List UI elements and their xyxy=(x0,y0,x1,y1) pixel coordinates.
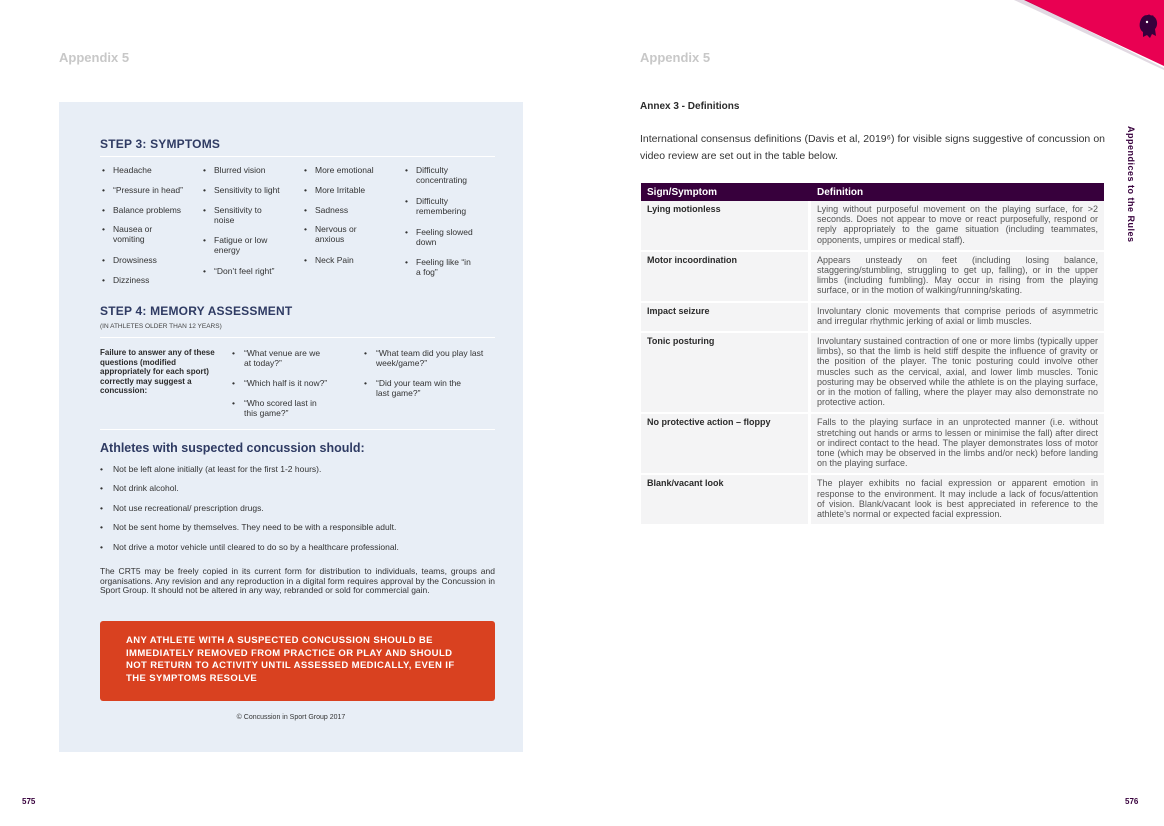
symptom-item: • Dizziness xyxy=(113,275,149,285)
symptom-item: • Balance problems xyxy=(113,205,181,215)
side-tab-label: Appendices to the Rules xyxy=(1126,126,1136,243)
sign-cell: Tonic posturing xyxy=(641,333,811,414)
table-row xyxy=(641,414,1104,475)
symptom-item: • Sensitivity to light xyxy=(214,185,280,195)
symptom-item: • Headache xyxy=(113,165,152,175)
question-item: • “What venue are we at today?” xyxy=(244,348,329,368)
divider xyxy=(100,156,495,157)
table-header-row xyxy=(641,183,1104,201)
definitions-table xyxy=(641,183,1104,526)
step4-subtitle: (IN ATHLETES OLDER THAN 12 YEARS) xyxy=(100,323,222,330)
crt5-notice: The CRT5 may be freely copied in its current form for distribution to individuals, teams, groups and organisations. Any revision and any reproduction in a digital form requires approval by the Concussion in Sport Group. It should not be altered in any way, rebranded or sold for commercial gain. xyxy=(100,566,495,596)
page-number-left: 575 xyxy=(22,797,36,806)
sign-cell: Lying motionless xyxy=(641,201,811,252)
symptom-item: • “Don’t feel right” xyxy=(214,266,274,276)
table-row xyxy=(641,303,1104,333)
question-item: • “Which half is it now?” xyxy=(244,378,327,388)
divider xyxy=(100,337,495,338)
symptom-item: • Nausea or vomiting xyxy=(113,224,183,244)
definition-cell: Appears unsteady on feet (including losing balance, staggering/stumbling, struggling to get up, falling), or in the upper limbs (including fumbling). May occur in rising from the playing surface, or in the motion of walking/running/skating. xyxy=(811,252,1104,303)
symptom-item: • “Pressure in head” xyxy=(113,185,183,195)
corner-decoration xyxy=(1014,0,1164,70)
definition-cell: The player exhibits no facial expression or apparent emotion in response to the environment. It may include a lack of focus/attention of vision. Blank/vacant look is best appreciated in reference to the athlete’s normal or expected facial expression. xyxy=(811,475,1104,526)
symptom-item: • Difficulty concentrating xyxy=(416,165,486,185)
table-row xyxy=(641,252,1104,303)
question-item: • “Did your team win the last game?” xyxy=(376,378,466,398)
page-number-right: 576 xyxy=(1125,797,1139,806)
sign-cell: Blank/vacant look xyxy=(641,475,811,526)
table-row xyxy=(641,201,1104,252)
table-row xyxy=(641,333,1104,414)
crt5-panel xyxy=(59,102,523,752)
symptom-item: • Sensitivity to noise xyxy=(214,205,274,225)
sign-cell: Impact seizure xyxy=(641,303,811,333)
athlete-advice-item: • Not use recreational/ prescription drugs. xyxy=(113,503,264,513)
step3-title: STEP 3: SYMPTOMS xyxy=(100,137,221,151)
copyright: © Concussion in Sport Group 2017 xyxy=(236,714,346,721)
question-item: • “What team did you play last week/game?” xyxy=(376,348,491,368)
symptom-item: • Feeling like “in a fog” xyxy=(416,257,476,277)
definition-cell: Lying without purposeful movement on the playing surface, for >2 seconds. Does not appear to move or react purposefully, respond or reply appropriately to the game situation (including teammates, opponents, umpires or medical staff). xyxy=(811,201,1104,252)
column-header: Definition xyxy=(811,183,1104,201)
symptom-item: • Blurred vision xyxy=(214,165,266,175)
intro-paragraph: International consensus definitions (Davis et al, 2019⁶) for visible signs suggestive of concussion on video review are set out in the table below. xyxy=(640,133,1105,162)
symptom-item: • More Irritable xyxy=(315,185,365,195)
annex-title: Annex 3 - Definitions xyxy=(640,101,740,112)
left-appendix-label: Appendix 5 xyxy=(59,50,130,65)
definition-cell: Falls to the playing surface in an unprotected manner (i.e. without stretching out hands or arms to lessen or minimise the fall) after direct or indirect contact to the head. The player demonstrates loss of motor tone (which may be observed in the limbs and/or neck) before landing on the playing surface. xyxy=(811,414,1104,475)
symptom-item: • Drowsiness xyxy=(113,255,157,265)
athlete-advice-item: • Not be sent home by themselves. They need to be with a responsible adult. xyxy=(113,522,396,532)
symptom-item: • Difficulty remembering xyxy=(416,196,486,216)
athlete-advice-item: • Not be left alone initially (at least for the first 1-2 hours). xyxy=(113,464,321,474)
athlete-advice-item: • Not drink alcohol. xyxy=(113,483,179,493)
symptom-item: • More emotional xyxy=(315,165,374,175)
athlete-advice-item: • Not drive a motor vehicle until cleared to do so by a healthcare professional. xyxy=(113,542,399,552)
right-appendix-label: Appendix 5 xyxy=(640,50,711,65)
symptom-item: • Fatigue or low energy xyxy=(214,235,274,255)
question-item: • “Who scored last in this game?” xyxy=(244,398,324,418)
definition-cell: Involuntary sustained contraction of one or more limbs (typically upper limbs), so that the limb is held stiff despite the influence of gravity or the position of the player. The tonic posturing could involve other muscles such as the cervical, axial, and lower limb muscles. Tonic posturing may be observed while the athlete is on the playing surface, or in the motion of falling, where the player may also demonstrate no protective action. xyxy=(811,333,1104,414)
column-header: Sign/Symptom xyxy=(641,183,811,201)
definition-cell: Involuntary clonic movements that comprise periods of asymmetric and irregular rhythmic jerking of axial or limb muscles. xyxy=(811,303,1104,333)
divider xyxy=(100,429,495,430)
step4-title: STEP 4: MEMORY ASSESSMENT xyxy=(100,304,293,318)
failure-text: Failure to answer any of these questions (modified appropriately for each sport) correctly may suggest a concussion: xyxy=(100,348,215,395)
symptom-item: • Nervous or anxious xyxy=(315,224,375,244)
symptom-item: • Neck Pain xyxy=(315,255,354,265)
sign-cell: No protective action – floppy xyxy=(641,414,811,475)
symptom-item: • Feeling slowed down xyxy=(416,227,486,247)
warning-box xyxy=(100,621,495,701)
symptom-item: • Sadness xyxy=(315,205,348,215)
athletes-title: Athletes with suspected concussion should: xyxy=(100,441,365,455)
warning-text: ANY ATHLETE WITH A SUSPECTED CONCUSSION SHOULD BE IMMEDIATELY REMOVED FROM PRACTICE OR PLAY AND SHOULD NOT RETURN TO ACTIVITY UNTIL ASSESSED MEDICALLY, EVEN IF THE SYMPTOMS RESOLVE xyxy=(126,635,455,684)
sign-cell: Motor incoordination xyxy=(641,252,811,303)
table-row xyxy=(641,475,1104,526)
